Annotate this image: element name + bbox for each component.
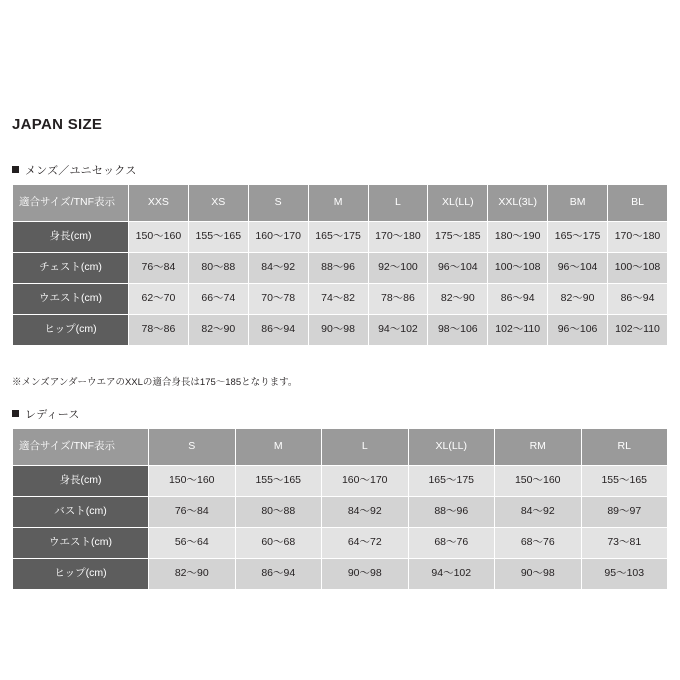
womens-cell-bust-s: 76〜84: [149, 497, 236, 528]
womens-cell-hip-s: 82〜90: [149, 559, 236, 590]
mens-cell-hip-l: 94〜102: [368, 315, 428, 346]
womens-cell-height-rm: 150〜160: [495, 466, 582, 497]
mens-col-header-l: L: [368, 185, 428, 222]
womens-cell-hip-l: 90〜98: [322, 559, 409, 590]
mens-cell-height-xxl: 180〜190: [488, 222, 548, 253]
table-row: [13, 497, 668, 528]
womens-table-corner-header: 適合サイズ/TNF表示: [13, 429, 149, 466]
mens-col-header-s: S: [248, 185, 308, 222]
mens-underwear-note: ※メンズアンダーウエアのXXLの適合身長は175〜185となります。: [12, 377, 298, 388]
mens-row-label-height: 身長(cm): [13, 222, 129, 253]
mens-cell-waist-xxs: 62〜70: [129, 284, 189, 315]
womens-row-label-height: 身長(cm): [13, 466, 149, 497]
table-header-row: [13, 185, 668, 222]
womens-cell-bust-m: 80〜88: [235, 497, 322, 528]
mens-row-label-chest: チェスト(cm): [13, 253, 129, 284]
mens-section-label-text: メンズ／ユニセックス: [25, 165, 137, 177]
mens-cell-chest-bl: 100〜108: [608, 253, 668, 284]
mens-cell-height-xxs: 150〜160: [129, 222, 189, 253]
womens-cell-waist-rl: 73〜81: [581, 528, 668, 559]
mens-cell-height-bm: 165〜175: [548, 222, 608, 253]
womens-col-header-rl: RL: [581, 429, 668, 466]
mens-cell-chest-bm: 96〜104: [548, 253, 608, 284]
womens-size-table: [12, 428, 668, 590]
womens-cell-bust-xl: 88〜96: [408, 497, 495, 528]
mens-cell-hip-xxs: 78〜86: [129, 315, 189, 346]
womens-cell-bust-rl: 89〜97: [581, 497, 668, 528]
mens-cell-chest-l: 92〜100: [368, 253, 428, 284]
womens-cell-hip-m: 86〜94: [235, 559, 322, 590]
mens-cell-height-xl: 175〜185: [428, 222, 488, 253]
mens-cell-waist-bm: 82〜90: [548, 284, 608, 315]
mens-cell-chest-xxl: 100〜108: [488, 253, 548, 284]
table-row: [13, 284, 668, 315]
mens-cell-waist-xl: 82〜90: [428, 284, 488, 315]
table-row: [13, 315, 668, 346]
mens-col-header-xs: XS: [188, 185, 248, 222]
womens-cell-waist-m: 60〜68: [235, 528, 322, 559]
mens-section-label: [12, 162, 668, 178]
mens-cell-waist-m: 74〜82: [308, 284, 368, 315]
mens-cell-height-bl: 170〜180: [608, 222, 668, 253]
womens-cell-height-l: 160〜170: [322, 466, 409, 497]
womens-cell-hip-xl: 94〜102: [408, 559, 495, 590]
mens-col-header-xl: XL(LL): [428, 185, 488, 222]
table-row: [13, 253, 668, 284]
table-header-row: [13, 429, 668, 466]
mens-cell-hip-bl: 102〜110: [608, 315, 668, 346]
mens-cell-waist-bl: 86〜94: [608, 284, 668, 315]
mens-cell-chest-xl: 96〜104: [428, 253, 488, 284]
mens-cell-chest-m: 88〜96: [308, 253, 368, 284]
table-row: [13, 528, 668, 559]
mens-cell-waist-xs: 66〜74: [188, 284, 248, 315]
womens-cell-hip-rl: 95〜103: [581, 559, 668, 590]
mens-row-label-waist: ウエスト(cm): [13, 284, 129, 315]
womens-cell-height-rl: 155〜165: [581, 466, 668, 497]
womens-cell-hip-rm: 90〜98: [495, 559, 582, 590]
womens-col-header-rm: RM: [495, 429, 582, 466]
womens-cell-waist-rm: 68〜76: [495, 528, 582, 559]
womens-cell-height-s: 150〜160: [149, 466, 236, 497]
mens-cell-height-s: 160〜170: [248, 222, 308, 253]
mens-size-table: [12, 184, 668, 346]
womens-row-label-hip: ヒップ(cm): [13, 559, 149, 590]
mens-cell-hip-m: 90〜98: [308, 315, 368, 346]
mens-col-header-xxl: XXL(3L): [488, 185, 548, 222]
table-row: [13, 222, 668, 253]
mens-cell-hip-xl: 98〜106: [428, 315, 488, 346]
mens-table-corner-header: 適合サイズ/TNF表示: [13, 185, 129, 222]
womens-col-header-m: M: [235, 429, 322, 466]
womens-cell-waist-l: 64〜72: [322, 528, 409, 559]
mens-cell-height-m: 165〜175: [308, 222, 368, 253]
womens-cell-bust-rm: 84〜92: [495, 497, 582, 528]
womens-cell-waist-s: 56〜64: [149, 528, 236, 559]
bullet-square-icon: [12, 166, 19, 173]
womens-col-header-s: S: [149, 429, 236, 466]
mens-row-label-hip: ヒップ(cm): [13, 315, 129, 346]
bullet-square-icon: [12, 410, 19, 417]
womens-section-label-text: レディース: [25, 409, 80, 421]
page-title: JAPAN SIZE: [12, 116, 103, 133]
womens-col-header-l: L: [322, 429, 409, 466]
mens-cell-height-l: 170〜180: [368, 222, 428, 253]
mens-cell-chest-xxs: 76〜84: [129, 253, 189, 284]
womens-section-label: [12, 406, 668, 422]
mens-cell-waist-l: 78〜86: [368, 284, 428, 315]
mens-col-header-bm: BM: [548, 185, 608, 222]
mens-col-header-bl: BL: [608, 185, 668, 222]
mens-cell-hip-xxl: 102〜110: [488, 315, 548, 346]
womens-cell-waist-xl: 68〜76: [408, 528, 495, 559]
mens-col-header-xxs: XXS: [129, 185, 189, 222]
mens-size-section: [12, 162, 668, 346]
womens-cell-height-xl: 165〜175: [408, 466, 495, 497]
womens-cell-bust-l: 84〜92: [322, 497, 409, 528]
mens-cell-hip-s: 86〜94: [248, 315, 308, 346]
womens-row-label-bust: バスト(cm): [13, 497, 149, 528]
womens-col-header-xl: XL(LL): [408, 429, 495, 466]
womens-row-label-waist: ウエスト(cm): [13, 528, 149, 559]
mens-cell-chest-s: 84〜92: [248, 253, 308, 284]
mens-cell-height-xs: 155〜165: [188, 222, 248, 253]
mens-cell-waist-xxl: 86〜94: [488, 284, 548, 315]
mens-cell-hip-xs: 82〜90: [188, 315, 248, 346]
womens-cell-height-m: 155〜165: [235, 466, 322, 497]
mens-cell-hip-bm: 96〜106: [548, 315, 608, 346]
mens-cell-chest-xs: 80〜88: [188, 253, 248, 284]
table-row: [13, 466, 668, 497]
mens-col-header-m: M: [308, 185, 368, 222]
table-row: [13, 559, 668, 590]
womens-size-section: [12, 406, 668, 590]
mens-cell-waist-s: 70〜78: [248, 284, 308, 315]
